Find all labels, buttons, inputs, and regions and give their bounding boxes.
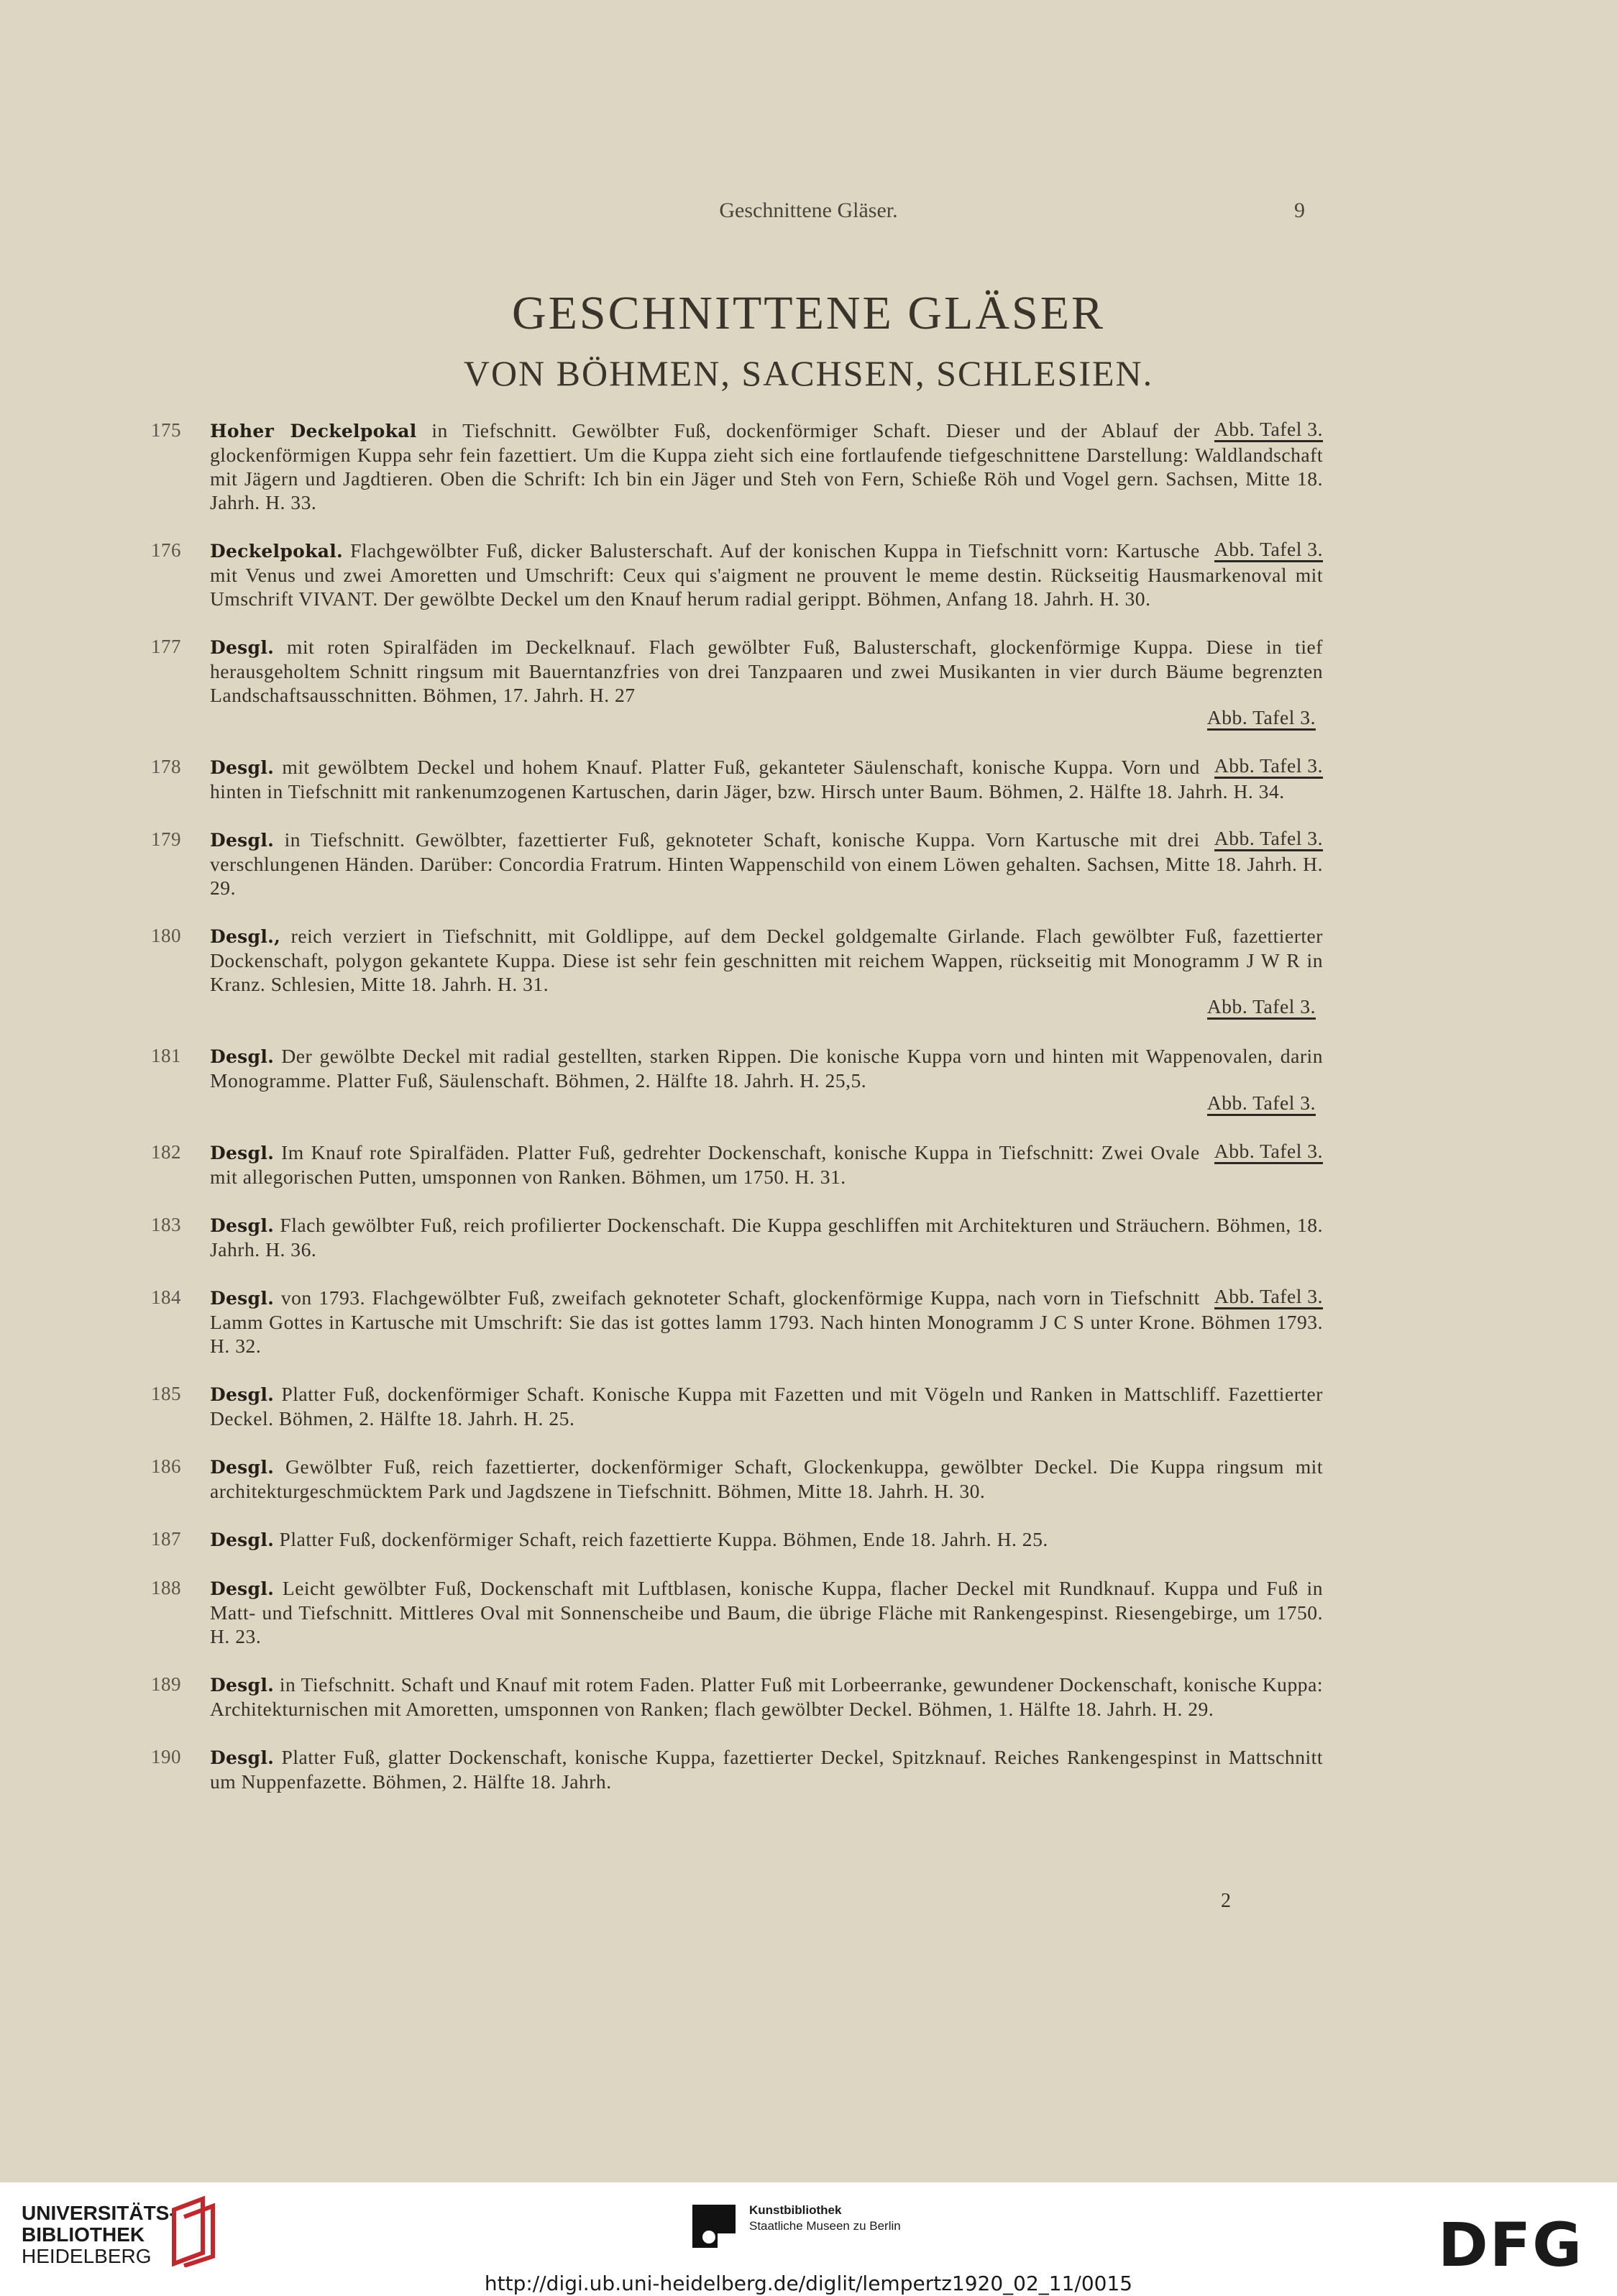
catalog-entry — [150, 1673, 1323, 1721]
entry-description: Leicht gewölbter Fuß, Dockenschaft mit Luftblasen, konische Kuppa, flacher Deckel mit Rundknauf. Kuppa und Fuß in Matt- und Tiefschnitt. Mittleres Oval mit Sonnenscheibe und Baum, die übrige Fläche mit Rankengespinst. Riesengebirge, um 1750. H. 23. — [210, 1577, 1323, 1647]
entry-number: 182 — [151, 1141, 181, 1163]
permalink-url[interactable]: http://digi.ub.uni-heidelberg.de/diglit/lempertz1920_02_11/0015 — [484, 2272, 1133, 2295]
entry-description: Im Knauf rote Spiralfäden. Platter Fuß, gedrehter Dockenschaft, konische Kuppa in Tiefschnitt: Zwei Ovale mit allegorischen Putten, umsponnen von Ranken. Böhmen, um 1750. H. 31. — [210, 1141, 1200, 1188]
catalog-entry — [150, 755, 1323, 803]
catalog-entry — [150, 1576, 1323, 1648]
kb-line2: Staatliche Museen zu Berlin — [749, 2219, 901, 2233]
entry-description: mit roten Spiralfäden im Deckelknauf. Flach gewölbter Fuß, Balusterschaft, glockenförmige Kuppa. Diese in tief herausgeholtem Schnitt ringsum mit Bauerntanzfries von drei Tanzpaaren und zwei Musikanten in vier durch Bäume begrenzten Landschaftsausschnitten. Böhmen, 17. Jahrh. H. 27 — [210, 636, 1323, 706]
plate-reference: Abb. Tafel 3. — [1214, 828, 1323, 851]
entry-lead: Desgl. — [210, 830, 275, 851]
plate-reference: Abb. Tafel 3. — [1207, 707, 1316, 731]
entry-number: 181 — [151, 1045, 181, 1066]
entry-description: reich verziert in Tiefschnitt, mit Goldlippe, auf dem Deckel goldgemalte Girlande. Flach gewölbter Fuß, fazettierter Dockenschaft, polygon gekantete Kuppa. Diese ist sehr fein geschnitten mit reichem Wappen, rückseitig mit Monogramm J W R in Kranz. Schlesien, Mitte 18. Jahrh. H. 31. — [210, 925, 1323, 995]
entry-lead: Desgl. — [210, 1747, 275, 1768]
page-number: 9 — [1294, 198, 1305, 222]
signature-mark: 2 — [1221, 1890, 1231, 1912]
catalog-entry — [150, 1527, 1323, 1552]
entry-number: 177 — [151, 636, 181, 657]
entry-lead: Desgl., — [210, 926, 281, 947]
plate-reference: Abb. Tafel 3. — [1214, 539, 1323, 562]
entry-description: Platter Fuß, dockenförmiger Schaft. Konische Kuppa mit Fazetten und mit Vögeln und Ranken in Mattschliff. Fazettierter Deckel. Böhmen, 2. Hälfte 18. Jahrh. H. 25. — [210, 1383, 1323, 1430]
entry-lead: Hoher Deckelpokal — [210, 421, 417, 442]
entry-number: 178 — [151, 756, 181, 777]
entry-lead: Deckelpokal. — [210, 541, 344, 562]
catalog-entry — [150, 924, 1323, 1020]
entry-description: mit gewölbtem Deckel und hohem Knauf. Platter Fuß, gekanteter Säulenschaft, konische Kuppa. Vorn und hinten in Tiefschnitt mit rankenumzogenen Kartuschen, darin Jäger, bzw. Hirsch unter Baum. Böhmen, 2. Hälfte 18. Jahrh. H. 34. — [210, 756, 1285, 802]
entry-description: Platter Fuß, glatter Dockenschaft, konische Kuppa, fazettierter Deckel, Spitzknauf. Reiches Rankengespinst in Mattschnitt um Nuppenfazette. Böhmen, 2. Hälfte 18. Jahrh. — [210, 1746, 1323, 1793]
catalog-entry — [150, 1455, 1323, 1503]
plate-reference: Abb. Tafel 3. — [1214, 419, 1323, 442]
running-title: Geschnittene Gläser. — [719, 198, 898, 222]
page-subtitle: VON BÖHMEN, SACHSEN, SCHLESIEN. — [463, 353, 1154, 393]
entry-lead: Desgl. — [210, 1143, 275, 1163]
entry-description: Flachgewölbter Fuß, dicker Balusterschaft. Auf der konischen Kuppa in Tiefschnitt vorn: Kartusche mit Venus und zwei Amoretten und Umschrift: Ceux qui s'aigment ne prouvent le meme destin. Rückseitig Hausmarkenoval mit Umschrift VIVANT. Der gewölbte Deckel um den Knauf herum radial gerippt. Böhmen, Anfang 18. Jahrh. H. 30. — [210, 539, 1323, 610]
entry-lead: Desgl. — [210, 1288, 275, 1309]
entry-description: Gewölbter Fuß, reich fazettierter, dockenförmiger Schaft, Glockenkuppa, gewölbter Deckel. Die Kuppa ringsum mit architekturgeschmücktem Park und Jagdszene in Tiefschnitt. Böhmen, Mitte 18. Jahrh. H. 30. — [210, 1455, 1323, 1502]
entry-number: 185 — [151, 1383, 181, 1404]
entry-description: in Tiefschnitt. Gewölbter, fazettierter Fuß, geknoteter Schaft, konische Kuppa. Vorn Kartusche mit drei verschlungenen Händen. Darüber: Concordia Fratrum. Hinten Wappenschild von einem Löwen gehalten. Sachsen, Mitte 18. Jahrh. H. 29. — [210, 828, 1323, 899]
ub-heidelberg-logo[interactable] — [22, 2203, 176, 2267]
catalog-entry — [150, 1286, 1323, 1358]
entry-lead: Desgl. — [210, 1457, 275, 1478]
entry-number: 187 — [151, 1528, 181, 1550]
page-title: GESCHNITTENE GLÄSER — [511, 287, 1106, 339]
entry-number: 183 — [151, 1214, 181, 1235]
entry-description: in Tiefschnitt. Gewölbter Fuß, dockenförmiger Schaft. Dieser und der Ablauf der glockenförmigen Kuppa sehr fein fazettiert. Um die Kuppa zieht sich eine fortlaufende tiefgeschnittene Darstellung: Waldlandschaft mit Jägern und Jagdtieren. Oben die Schrift: Ich bin ein Jäger und Steh von Fern, Schieße Röh und Vogel gern. Sachsen, Mitte 18. Jahrh. H. 33. — [210, 419, 1323, 513]
kunstbibliothek-label[interactable] — [749, 2203, 901, 2234]
catalog-entry — [150, 1140, 1323, 1189]
catalog-entry — [150, 419, 1323, 514]
catalog-entry — [150, 1213, 1323, 1261]
entry-lead: Desgl. — [210, 1529, 275, 1550]
catalog-entry — [150, 1044, 1323, 1116]
catalog-entry — [150, 539, 1323, 610]
entry-lead: Desgl. — [210, 1215, 275, 1236]
entry-description: Flach gewölbter Fuß, reich profilierter Dockenschaft. Die Kuppa geschliffen mit Architekturen und Sträuchern. Böhmen, 18. Jahrh. H. 36. — [210, 1214, 1323, 1261]
plate-reference: Abb. Tafel 3. — [1214, 755, 1323, 779]
entry-number: 179 — [151, 828, 181, 850]
entry-description: Platter Fuß, dockenförmiger Schaft, reich fazettierte Kuppa. Böhmen, Ende 18. Jahrh. H. 25. — [274, 1528, 1048, 1550]
catalog-entry — [150, 1745, 1323, 1793]
entry-number: 184 — [151, 1286, 181, 1308]
entry-description: in Tiefschnitt. Schaft und Knauf mit rotem Faden. Platter Fuß mit Lorbeerranke, gewundener Dockenschaft, konische Kuppa: Architekturnischen mit Amoretten, umsponnen von Ranken; flach gewölbter Deckel. Böhmen, 1. Hälfte 18. Jahrh. H. 29. — [210, 1673, 1323, 1720]
plate-reference: Abb. Tafel 3. — [1207, 1092, 1316, 1116]
ub-logo-line1: UNIVERSITÄTS- — [22, 2202, 176, 2224]
entry-lead: Desgl. — [210, 757, 275, 778]
entry-description: Der gewölbte Deckel mit radial gestellten, starken Rippen. Die konische Kuppa vorn und hinten mit Wappenovalen, darin Monogramme. Platter Fuß, Säulenschaft. Böhmen, 2. Hälfte 18. Jahrh. H. 25,5. — [210, 1045, 1323, 1092]
entry-number: 188 — [151, 1577, 181, 1598]
entry-lead: Desgl. — [210, 1675, 275, 1696]
kunstbibliothek-logo-icon — [689, 2201, 739, 2251]
plate-reference: Abb. Tafel 3. — [1214, 1140, 1323, 1164]
ub-logo-line2: BIBLIOTHEK — [22, 2223, 145, 2246]
catalog-entry — [150, 635, 1323, 731]
entry-number: 180 — [151, 925, 181, 946]
catalog-entry — [150, 1382, 1323, 1430]
entry-number: 190 — [151, 1746, 181, 1767]
ub-logo-line3: HEIDELBERG — [22, 2245, 152, 2267]
entry-number: 176 — [151, 539, 181, 561]
entry-description: von 1793. Flachgewölbter Fuß, zweifach geknoteter Schaft, glockenförmige Kuppa, nach vorn in Tiefschnitt Lamm Gottes in Kartusche mit Umschrift: Sie das ist gottes lamm 1793. Nach hinten Monogramm J C S unter Krone. Böhmen 1793. H. 32. — [210, 1286, 1323, 1357]
kb-line1: Kunstbibliothek — [749, 2203, 842, 2217]
entry-number: 186 — [151, 1455, 181, 1477]
plate-reference: Abb. Tafel 3. — [1207, 996, 1316, 1020]
entry-number: 175 — [151, 419, 181, 441]
footer-bar — [0, 2182, 1617, 2296]
catalog-entries — [150, 419, 1323, 1818]
entry-lead: Desgl. — [210, 637, 275, 658]
entry-lead: Desgl. — [210, 1046, 275, 1067]
dfg-logo[interactable]: DFG — [1438, 2210, 1584, 2280]
catalog-entry — [150, 828, 1323, 900]
entry-lead: Desgl. — [210, 1578, 275, 1599]
entry-number: 189 — [151, 1673, 181, 1695]
entry-lead: Desgl. — [210, 1384, 275, 1405]
ub-heidelberg-emblem-icon — [160, 2195, 224, 2267]
plate-reference: Abb. Tafel 3. — [1214, 1286, 1323, 1309]
